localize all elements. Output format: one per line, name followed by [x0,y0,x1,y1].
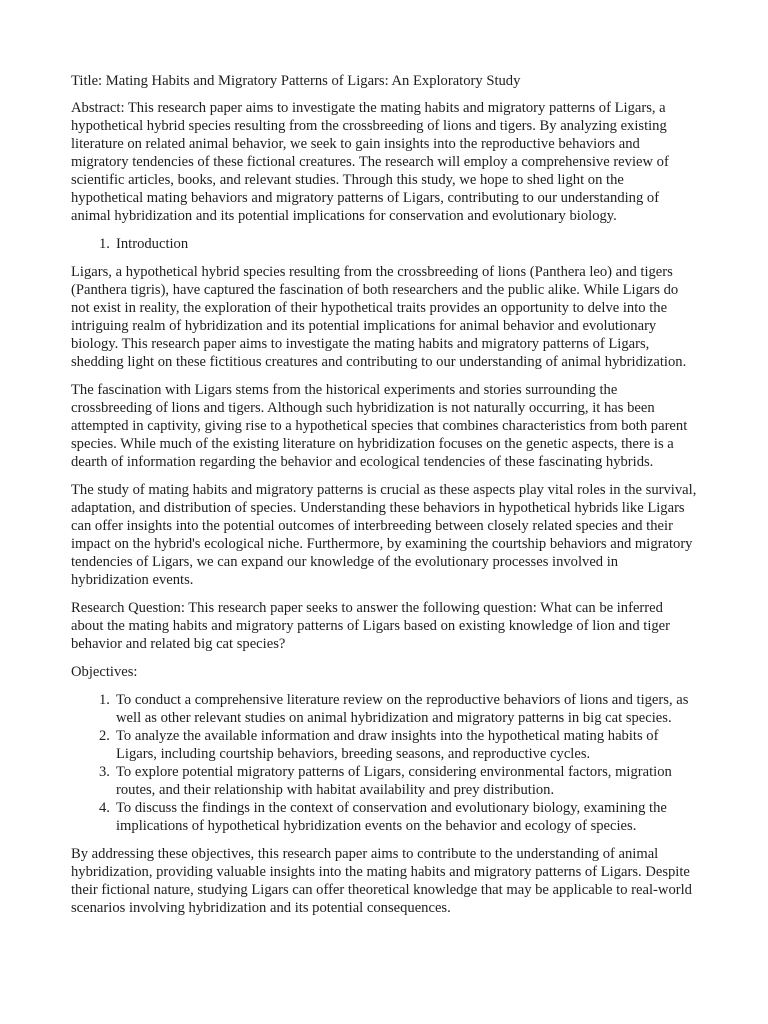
closing-paragraph: By addressing these objectives, this research paper aims to contribute to the understanding of animal hybridization, providing valuable insights into the mating habits and migratory patterns of Ligars. Despite their fictional nature, studying Ligars can offer theoretical knowledge that may be applicable to real-world scenarios involving hybridization and its potential consequences. [71,846,692,916]
intro-paragraph: Ligars, a hypothetical hybrid species resulting from the crossbreeding of lions (Panthera leo) and tigers (Panthera tigris), have captured the fascination of both researchers and the public alike. While Ligars do not exist in reality, the exploration of their hypothetical traits provides an opportunity to delve into the intriguing realm of hybridization and its potential implications for animal behavior and evolutionary biology. This research paper aims to investigate the mating habits and migratory patterns of Ligars, shedding light on these fictitious creatures and contributing to our understanding of animal hybridization. [71,264,687,370]
research-question-paragraph: Research Question: This research paper seeks to answer the following question: What can be inferred about the mating habits and migratory patterns of Ligars based on existing knowledge of lion and tiger behavior and related big cat species? [71,600,671,652]
section-heading-introduction [71,235,698,253]
objectives-list [71,691,698,835]
objective-text: To analyze the available information and draw insights into the hypothetical mating habits of Ligars, including courtship behaviors, breeding seasons, and reproductive cycles. [116,728,659,762]
objective-text: To discuss the findings in the context of conservation and evolutionary biology, examining the implications of hypothetical hybridization events on the behavior and ecology of species. [116,800,667,834]
objective-text: To explore potential migratory patterns of Ligars, considering environmental factors, migration routes, and their relationship with habitat availability and prey distribution. [116,764,672,798]
section-number: 1. [99,236,110,252]
objective-item [99,799,698,835]
objective-number: 3. [99,764,110,780]
section-title: Introduction [116,236,189,252]
objective-number: 4. [99,800,110,816]
objective-number: 2. [99,728,110,744]
abstract-paragraph: Abstract: This research paper aims to investigate the mating habits and migratory patterns of Ligars, a hypothetical hybrid species resulting from the crossbreeding of lions and tigers. By analyzing existing literature on related animal behavior, we seek to gain insights into the reproductive behaviors and migratory tendencies of these fictional creatures. The research will employ a comprehensive review of scientific articles, books, and relevant studies. Through this study, we hope to shed light on the hypothetical mating behaviors and migratory patterns of Ligars, contributing to our understanding of animal hybridization and its potential implications for conservation and evolutionary biology. [71,100,669,224]
objective-item [99,763,698,799]
objective-number: 1. [99,692,110,708]
objective-text: To conduct a comprehensive literature review on the reproductive behaviors of lions and tigers, as well as other relevant studies on animal hybridization and migratory patterns in big cat species. [116,692,689,726]
objective-item [99,727,698,763]
objective-item [99,691,698,727]
objectives-label: Objectives: [71,664,138,680]
intro-paragraph: The fascination with Ligars stems from the historical experiments and stories surrounding the crossbreeding of lions and tigers. Although such hybridization is not naturally occurring, it has been attempted in captivity, giving rise to a hypothetical species that combines characteristics from both parent species. While much of the existing literature on hybridization focuses on the genetic aspects, there is a dearth of information regarding the behavior and ecological tendencies of these fascinating hybrids. [71,382,688,470]
intro-paragraph: The study of mating habits and migratory patterns is crucial as these aspects play vital roles in the survival, adaptation, and distribution of species. Understanding these behaviors in hypothetical hybrids like Ligars can offer insights into the potential outcomes of interbreeding between closely related species and their impact on the hybrid's ecological niche. Furthermore, by examining the courtship behaviors and migratory tendencies of Ligars, we can expand our knowledge of the evolutionary processes involved in hybridization events. [71,482,697,588]
document-title: Title: Mating Habits and Migratory Patterns of Ligars: An Exploratory Study [71,73,521,89]
